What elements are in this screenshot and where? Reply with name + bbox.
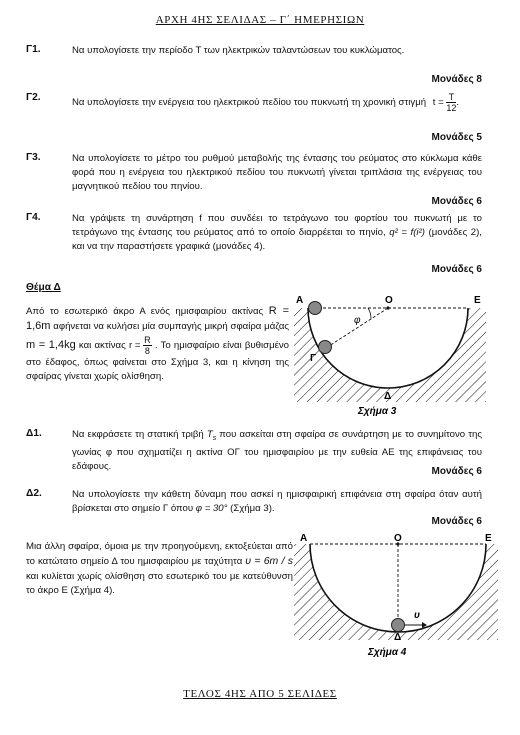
- figure-3: [290, 290, 502, 418]
- friction-symbol: [207, 429, 216, 440]
- theme-intro: [26, 304, 289, 385]
- label-phi: φ: [354, 315, 361, 326]
- time-fraction: [446, 92, 456, 113]
- marks: Μονάδες 6: [431, 196, 482, 207]
- label-E: Ε: [474, 295, 481, 306]
- label-G: Γ: [310, 353, 317, 364]
- marks: Μονάδες 6: [431, 466, 482, 477]
- label-D: Δ: [384, 391, 392, 402]
- marks: Μονάδες 5: [431, 132, 482, 143]
- question-text-after: (μονάδες 2), και να την παραστήσετε γραφικά (μονάδες 4).: [72, 227, 482, 252]
- question-text-before: Να γράψετε τη συνάρτηση f που συνδέει το τετράγωνο του φορτίου του πυκνωτή με το τετράγωνο της έντασης του ρεύματος από το οποίο διαρρέεται το πηνίο,: [72, 213, 482, 238]
- question-text: [72, 212, 482, 254]
- label-E: Ε: [485, 533, 492, 544]
- fraction-denominator: 12: [446, 103, 457, 113]
- question-label: Δ2.: [26, 488, 42, 499]
- question-g1: [26, 44, 482, 86]
- marks: Μονάδες 8: [431, 74, 482, 85]
- sphere-at-A: [309, 302, 322, 315]
- small-radius-expression: [129, 335, 152, 356]
- T-symbol: T: [206, 429, 213, 440]
- r-fraction: [143, 335, 152, 356]
- center-point: [386, 306, 389, 309]
- question-label: Γ3.: [26, 152, 41, 163]
- label-A: Α: [300, 533, 308, 544]
- fraction-numerator: R: [144, 334, 151, 345]
- time-expression: t = $\frac{T}{12}$ .: [432, 92, 460, 113]
- question-text: [72, 488, 482, 516]
- question-g4: [26, 212, 482, 278]
- question-label: Γ2.: [26, 92, 41, 103]
- question-text-before: Να υπολογίσετε την κάθετη δύναμη που ασκεί η ημισφαιρική επιφάνεια στη σφαίρα όταν αυτή βρίσκεται στο σημείο Γ όπου: [72, 489, 482, 514]
- intro-text: . Το ημισφαίριο είναι βυθισμένο στο έδαφος, όπως φαίνεται στο Σχήμα 3, και η κίνηση της σφαίρας γίνεται χωρίς ολίσθηση.: [26, 339, 290, 383]
- question-label: Δ1.: [26, 428, 42, 439]
- sphere-at-D: [392, 619, 405, 632]
- equation: q² = f(i²): [389, 227, 425, 238]
- figure-caption: Σχήμα 3: [358, 406, 397, 417]
- question-d1: [26, 428, 482, 480]
- fraction-numerator: T: [446, 92, 456, 103]
- question-g2: [26, 92, 482, 144]
- radius-line: [329, 308, 388, 346]
- phi-value: φ = 30°: [195, 503, 228, 514]
- label-O: Ο: [385, 295, 393, 306]
- question-text: [72, 92, 482, 113]
- paragraph-text: Μια άλλη σφαίρα, όμοια με την προηγούμενη, εκτοξεύεται από το κατώτατο σημείο Δ του ημισφαιρίου με ταχύτητα: [26, 541, 293, 568]
- angle-arc: [368, 308, 371, 319]
- label-v: υ: [414, 610, 420, 621]
- marks: Μονάδες 6: [431, 516, 482, 527]
- time-var: t =: [432, 97, 444, 109]
- T-subscript: s: [212, 434, 217, 442]
- mass-value: m = 1,4kg: [26, 338, 76, 351]
- page-header: ΑΡΧΗ 4ΗΣ ΣΕΛΙΔΑΣ – Γ΄ ΗΜΕΡΗΣΙΩΝ: [155, 14, 365, 26]
- marks: Μονάδες 6: [431, 264, 482, 275]
- label-O: Ο: [394, 533, 402, 544]
- fraction-denominator: 8: [144, 345, 150, 356]
- sphere-at-G: [319, 341, 332, 354]
- question-label: Γ4.: [26, 212, 41, 223]
- theme-title: Θέμα Δ: [26, 282, 61, 293]
- question-text: [72, 428, 482, 474]
- speed-value: υ = 6m / s: [245, 555, 294, 568]
- question-d2: [26, 488, 482, 530]
- intro-text: αφήνεται να κυλήσει μία συμπαγής μικρή σφαίρα μάζας: [53, 321, 289, 333]
- question-text-after: που ασκείται στη σφαίρα σε συνάρτηση με το συνημίτονο της γωνίας φ που σχηματίζει η ακτίνα ΟΓ του ημισφαιρίου με την ευθεία ΑΕ της επιφάνειας του εδάφους.: [72, 429, 482, 472]
- paragraph-text: και κυλίεται χωρίς ολίσθηση στο εσωτερικό του με κατεύθυνση το άκρο Ε (Σχήμα 4).: [26, 570, 293, 597]
- r-var: r =: [128, 339, 141, 351]
- question-text-main: Να υπολογίσετε την ενέργεια του ηλεκτρικού πεδίου του πυκνωτή τη χρονική στιγμή: [72, 97, 427, 109]
- second-sphere-paragraph: [26, 540, 293, 599]
- radius-value: R = 1,6m: [26, 305, 289, 333]
- figure-4: [290, 530, 502, 660]
- figure-caption: Σχήμα 4: [368, 647, 407, 658]
- label-A: Α: [296, 295, 304, 306]
- intro-text: Από το εσωτερικό άκρο Α ενός ημισφαιρίου ακτίνας: [26, 306, 264, 317]
- question-text: Να υπολογίσετε το μέτρο του ρυθμού μεταβολής της έντασης του ρεύματος στο κύκλωμα κάθε φορά που η ενέργεια του ηλεκτρικού πεδίου του πυκνωτή γίνεται τριπλάσια της ενέργειας του μαγνητικού πεδίου του πηνίου.: [72, 153, 482, 192]
- label-D: Δ: [394, 632, 402, 643]
- intro-text: και ακτίνας: [78, 339, 126, 351]
- question-label: Γ1.: [26, 44, 41, 55]
- question-g3: [26, 152, 482, 210]
- question-text-before: Να εκφράσετε τη στατική τριβή: [72, 429, 204, 440]
- question-text-after: (Σχήμα 3).: [230, 503, 275, 514]
- question-text: Να υπολογίσετε την περίοδο Τ των ηλεκτρικών ταλαντώσεων του κυκλώματος.: [72, 45, 405, 56]
- page-footer: ΤΕΛΟΣ 4ΗΣ ΑΠΟ 5 ΣΕΛΙΔΕΣ: [183, 688, 337, 700]
